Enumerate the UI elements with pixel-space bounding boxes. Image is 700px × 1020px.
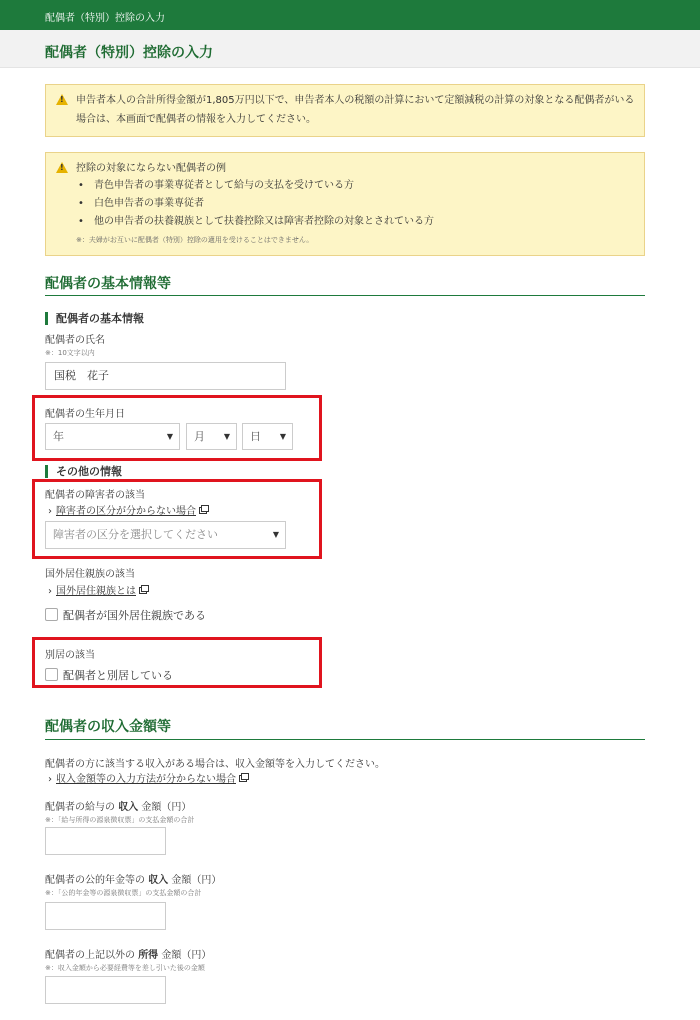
salary-income-note: ※：「給与所得の源泉徴収票」の支払金額の合計 [45,816,195,824]
other-income-note: ※：収入金額から必要経費等を差し引いた後の金額 [45,964,205,972]
section-divider [45,739,645,740]
page-header [0,30,700,68]
pension-income-input[interactable] [45,902,166,930]
disability-select[interactable] [45,521,286,549]
external-window-icon [199,507,207,514]
birth-year-value: 年 [53,430,64,443]
pension-income-label: 配偶者の公的年金等の 収入 金額（円） [45,875,222,886]
page-title: 配偶者（特別）控除の入力 [45,45,213,61]
top-bar-title: 配偶者（特別）控除の入力 [45,13,165,24]
overseas-checkbox-label[interactable]: 配偶者が国外居住親族である [63,609,206,622]
list-item: • 青色申告者の事業専従者として給与の支払を受けている方 [76,177,434,195]
external-window-icon [139,587,147,594]
birth-day-value: 日 [250,430,261,443]
income-limit-notice [45,84,645,137]
chevron-right-icon: › [48,586,52,597]
notice-heading: 控除の対象にならない配偶者の例 [76,163,226,174]
subsection-title-other: その他の情報 [45,465,122,478]
warning-icon [56,94,68,105]
chevron-down-icon: ▼ [279,432,286,441]
birth-month-value: 月 [194,430,205,443]
section-title-income: 配偶者の収入金額等 [45,719,171,735]
other-income-input[interactable] [45,976,166,1004]
ineligible-spouse-notice [45,152,645,256]
top-bar [0,0,700,30]
list-item: • 白色申告者の事業専従者 [76,195,434,213]
spouse-name-label: 配偶者の氏名 [45,335,105,346]
spouse-name-note: ※：10文字以内 [45,349,95,357]
external-window-icon [239,775,247,782]
pension-income-note: ※：「公的年金等の源泉徴収票」の支払金額の合計 [45,889,202,897]
chevron-down-icon: ▼ [223,432,230,441]
subsection-title-basic: 配偶者の基本情報 [45,312,144,325]
birth-day-select[interactable] [242,423,293,450]
income-help-link[interactable]: › 収入金額等の入力方法が分からない場合 [48,770,247,785]
warning-icon [56,162,68,173]
section-title-basic: 配偶者の基本情報等 [45,276,171,292]
birth-month-select[interactable] [186,423,237,450]
overseas-help-link[interactable]: › 国外居住親族とは [48,582,147,597]
ineligible-list [76,177,434,231]
notice-footnote: ※：夫婦がお互いに配偶者（特別）控除の適用を受けることはできません。 [76,236,314,244]
overseas-checkbox[interactable] [45,608,58,621]
overseas-label: 国外居住親族の該当 [45,569,135,580]
salary-income-label: 配偶者の給与の 収入 金額（円） [45,802,192,813]
separate-checkbox[interactable] [45,668,58,681]
chevron-right-icon: › [48,774,52,785]
separate-label: 別居の該当 [45,650,95,661]
disability-help-link[interactable]: › 障害者の区分が分からない場合 [48,502,207,517]
separate-checkbox-label[interactable]: 配偶者と別居している [63,669,173,682]
birthdate-label: 配偶者の生年月日 [45,409,125,420]
notice-text: 申告者本人の合計所得金額が1,805万円以下で、申告者本人の税額の計算において定額減税の計算の対象となる配偶者がいる 場合は、本画面で配偶者の情報を入力してください。 [76,95,635,125]
other-income-label: 配偶者の上記以外の 所得 金額（円） [45,950,212,961]
chevron-down-icon: ▼ [166,432,173,441]
section-divider [45,295,645,296]
disability-label: 配偶者の障害者の該当 [45,490,145,501]
chevron-down-icon: ▼ [272,530,279,539]
salary-income-input[interactable] [45,827,166,855]
list-item: • 他の申告者の扶養親族として扶養控除又は障害者控除の対象とされている方 [76,213,434,231]
birth-year-select[interactable] [45,423,180,450]
spouse-name-input[interactable]: 国税 花子 [45,362,286,390]
disability-placeholder: 障害者の区分を選択してください [53,528,218,541]
income-intro-text: 配偶者の方に該当する収入がある場合は、収入金額等を入力してください。 [45,759,385,770]
chevron-right-icon: › [48,506,52,517]
